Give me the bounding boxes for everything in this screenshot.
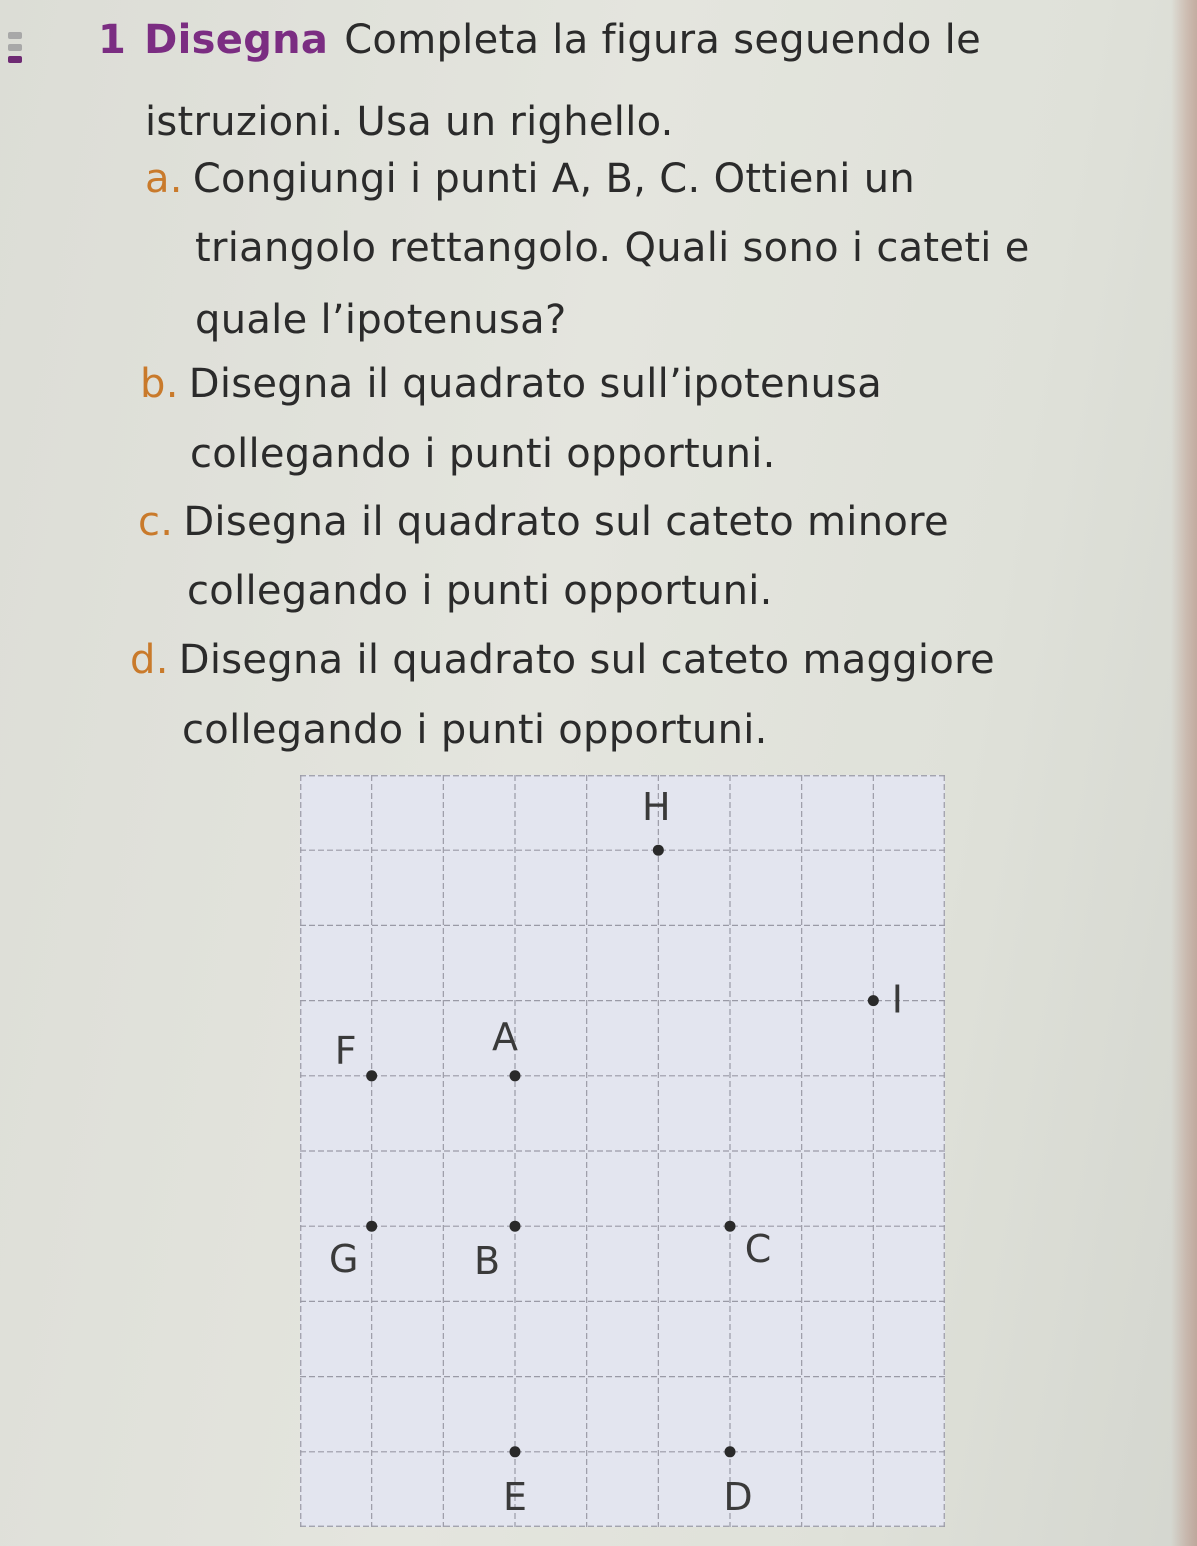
point-d — [725, 1446, 736, 1457]
point-label-a: A — [492, 1014, 518, 1059]
point-label-f: F — [334, 1028, 357, 1073]
point-label-e: E — [502, 1474, 528, 1519]
item-b-line1: b. Disegna il quadrato sull’ipotenusa — [140, 361, 883, 407]
exercise-verb: Disegna — [144, 17, 329, 63]
page-edge-shadow — [1171, 0, 1197, 1546]
item-d-line1: d. Disegna il quadrato sul cateto maggiore — [130, 637, 995, 683]
exercise-intro-line1: Completa la figura seguendo le — [344, 17, 981, 63]
item-c-line2: collegando i punti opportuni. — [187, 568, 773, 614]
point-e — [510, 1446, 521, 1457]
point-label-c: C — [744, 1227, 772, 1272]
grid-background — [300, 775, 945, 1527]
item-b-line2: collegando i punti opportuni. — [190, 431, 776, 477]
point-g — [366, 1221, 377, 1232]
exercise-heading — [98, 16, 981, 64]
point-c — [725, 1221, 736, 1232]
dot-grid-figure — [300, 775, 950, 1531]
difficulty-marker-icon — [8, 32, 22, 68]
item-a-letter: a. — [145, 156, 183, 202]
exercise-intro-line2: istruzioni. Usa un righello. — [145, 99, 674, 145]
point-f — [366, 1070, 377, 1081]
item-b-letter: b. — [140, 361, 179, 407]
item-a-line3: quale l’ipotenusa? — [195, 297, 567, 343]
item-c-line1: c. Disegna il quadrato sul cateto minore — [138, 499, 949, 545]
point-label-g: G — [328, 1237, 359, 1282]
point-i — [868, 995, 879, 1006]
item-c-letter: c. — [138, 499, 174, 545]
point-label-i: I — [891, 977, 903, 1022]
item-a-line2: triangolo rettangolo. Quali sono i cateti e — [195, 225, 1030, 271]
point-label-h: H — [642, 785, 671, 830]
point-a — [510, 1070, 521, 1081]
point-h — [653, 845, 664, 856]
exercise-number: 1 — [98, 17, 127, 63]
grid-svg — [300, 775, 950, 1527]
item-d-line2: collegando i punti opportuni. — [182, 707, 768, 753]
point-b — [510, 1221, 521, 1232]
point-label-d: D — [723, 1474, 753, 1519]
item-a-line1: a. Congiungi i punti A, B, C. Ottieni un — [145, 156, 916, 202]
item-d-letter: d. — [130, 637, 169, 683]
point-label-b: B — [473, 1239, 501, 1284]
